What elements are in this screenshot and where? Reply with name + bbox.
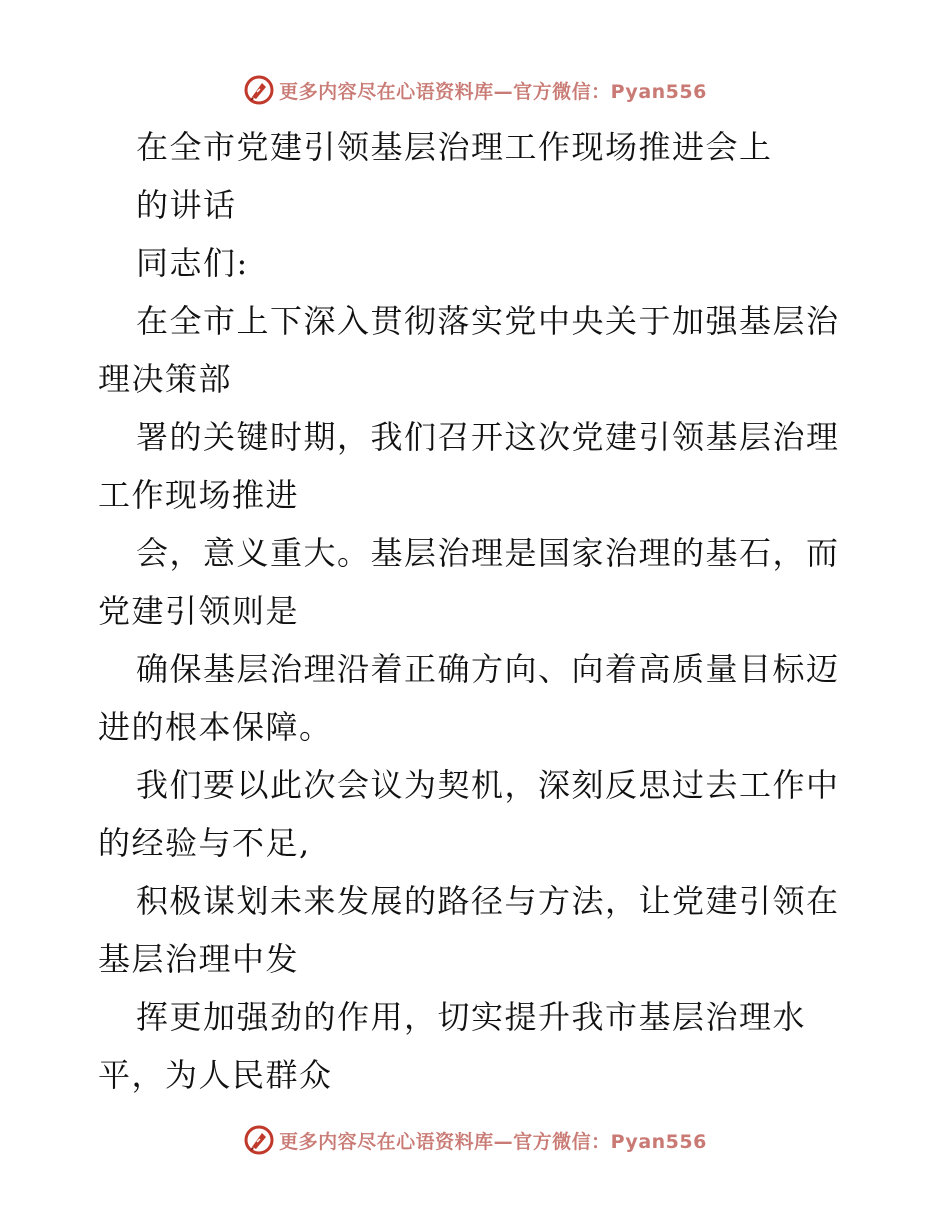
header-watermark bbox=[0, 70, 950, 110]
pen-nib-logo-icon bbox=[243, 1124, 275, 1156]
title-line-2: 的讲话 bbox=[136, 186, 237, 224]
watermark-text: 更多内容尽在心语资料库—官方微信：Pyan556 bbox=[279, 1130, 707, 1153]
body-line: 我们要以此次会议为契机，深刻反思过去工作中 bbox=[136, 766, 840, 804]
watermark-text: 更多内容尽在心语资料库—官方微信：Pyan556 bbox=[279, 80, 707, 103]
document-body bbox=[98, 118, 858, 1104]
body-line: 署的关键时期，我们召开这次党建引领基层治理 bbox=[136, 418, 840, 456]
body-line: 基层治理中发 bbox=[98, 940, 300, 978]
body-line: 进的根本保障。 bbox=[98, 708, 333, 746]
pen-nib-logo-icon bbox=[243, 74, 275, 106]
body-line: 积极谋划未来发展的路径与方法，让党建引领在 bbox=[136, 882, 840, 920]
body-line: 确保基层治理沿着正确方向、向着高质量目标迈 bbox=[136, 650, 840, 688]
body-line: 理决策部 bbox=[98, 360, 233, 398]
body-line: 的经验与不足, bbox=[98, 824, 311, 862]
body-line: 在全市上下深入贯彻落实党中央关于加强基层治 bbox=[136, 302, 840, 340]
body-line: 平，为人民群众 bbox=[98, 1056, 333, 1094]
body-line: 工作现场推进 bbox=[98, 476, 300, 514]
title-line-1: 在全市党建引领基层治理工作现场推进会上 bbox=[136, 128, 773, 166]
body-line: 挥更加强劲的作用，切实提升我市基层治理水 bbox=[136, 998, 807, 1036]
footer-watermark bbox=[0, 1120, 950, 1160]
salutation: 同志们: bbox=[136, 244, 249, 282]
body-line: 会，意义重大。基层治理是国家治理的基石，而 bbox=[136, 534, 840, 572]
body-line: 党建引领则是 bbox=[98, 592, 300, 630]
